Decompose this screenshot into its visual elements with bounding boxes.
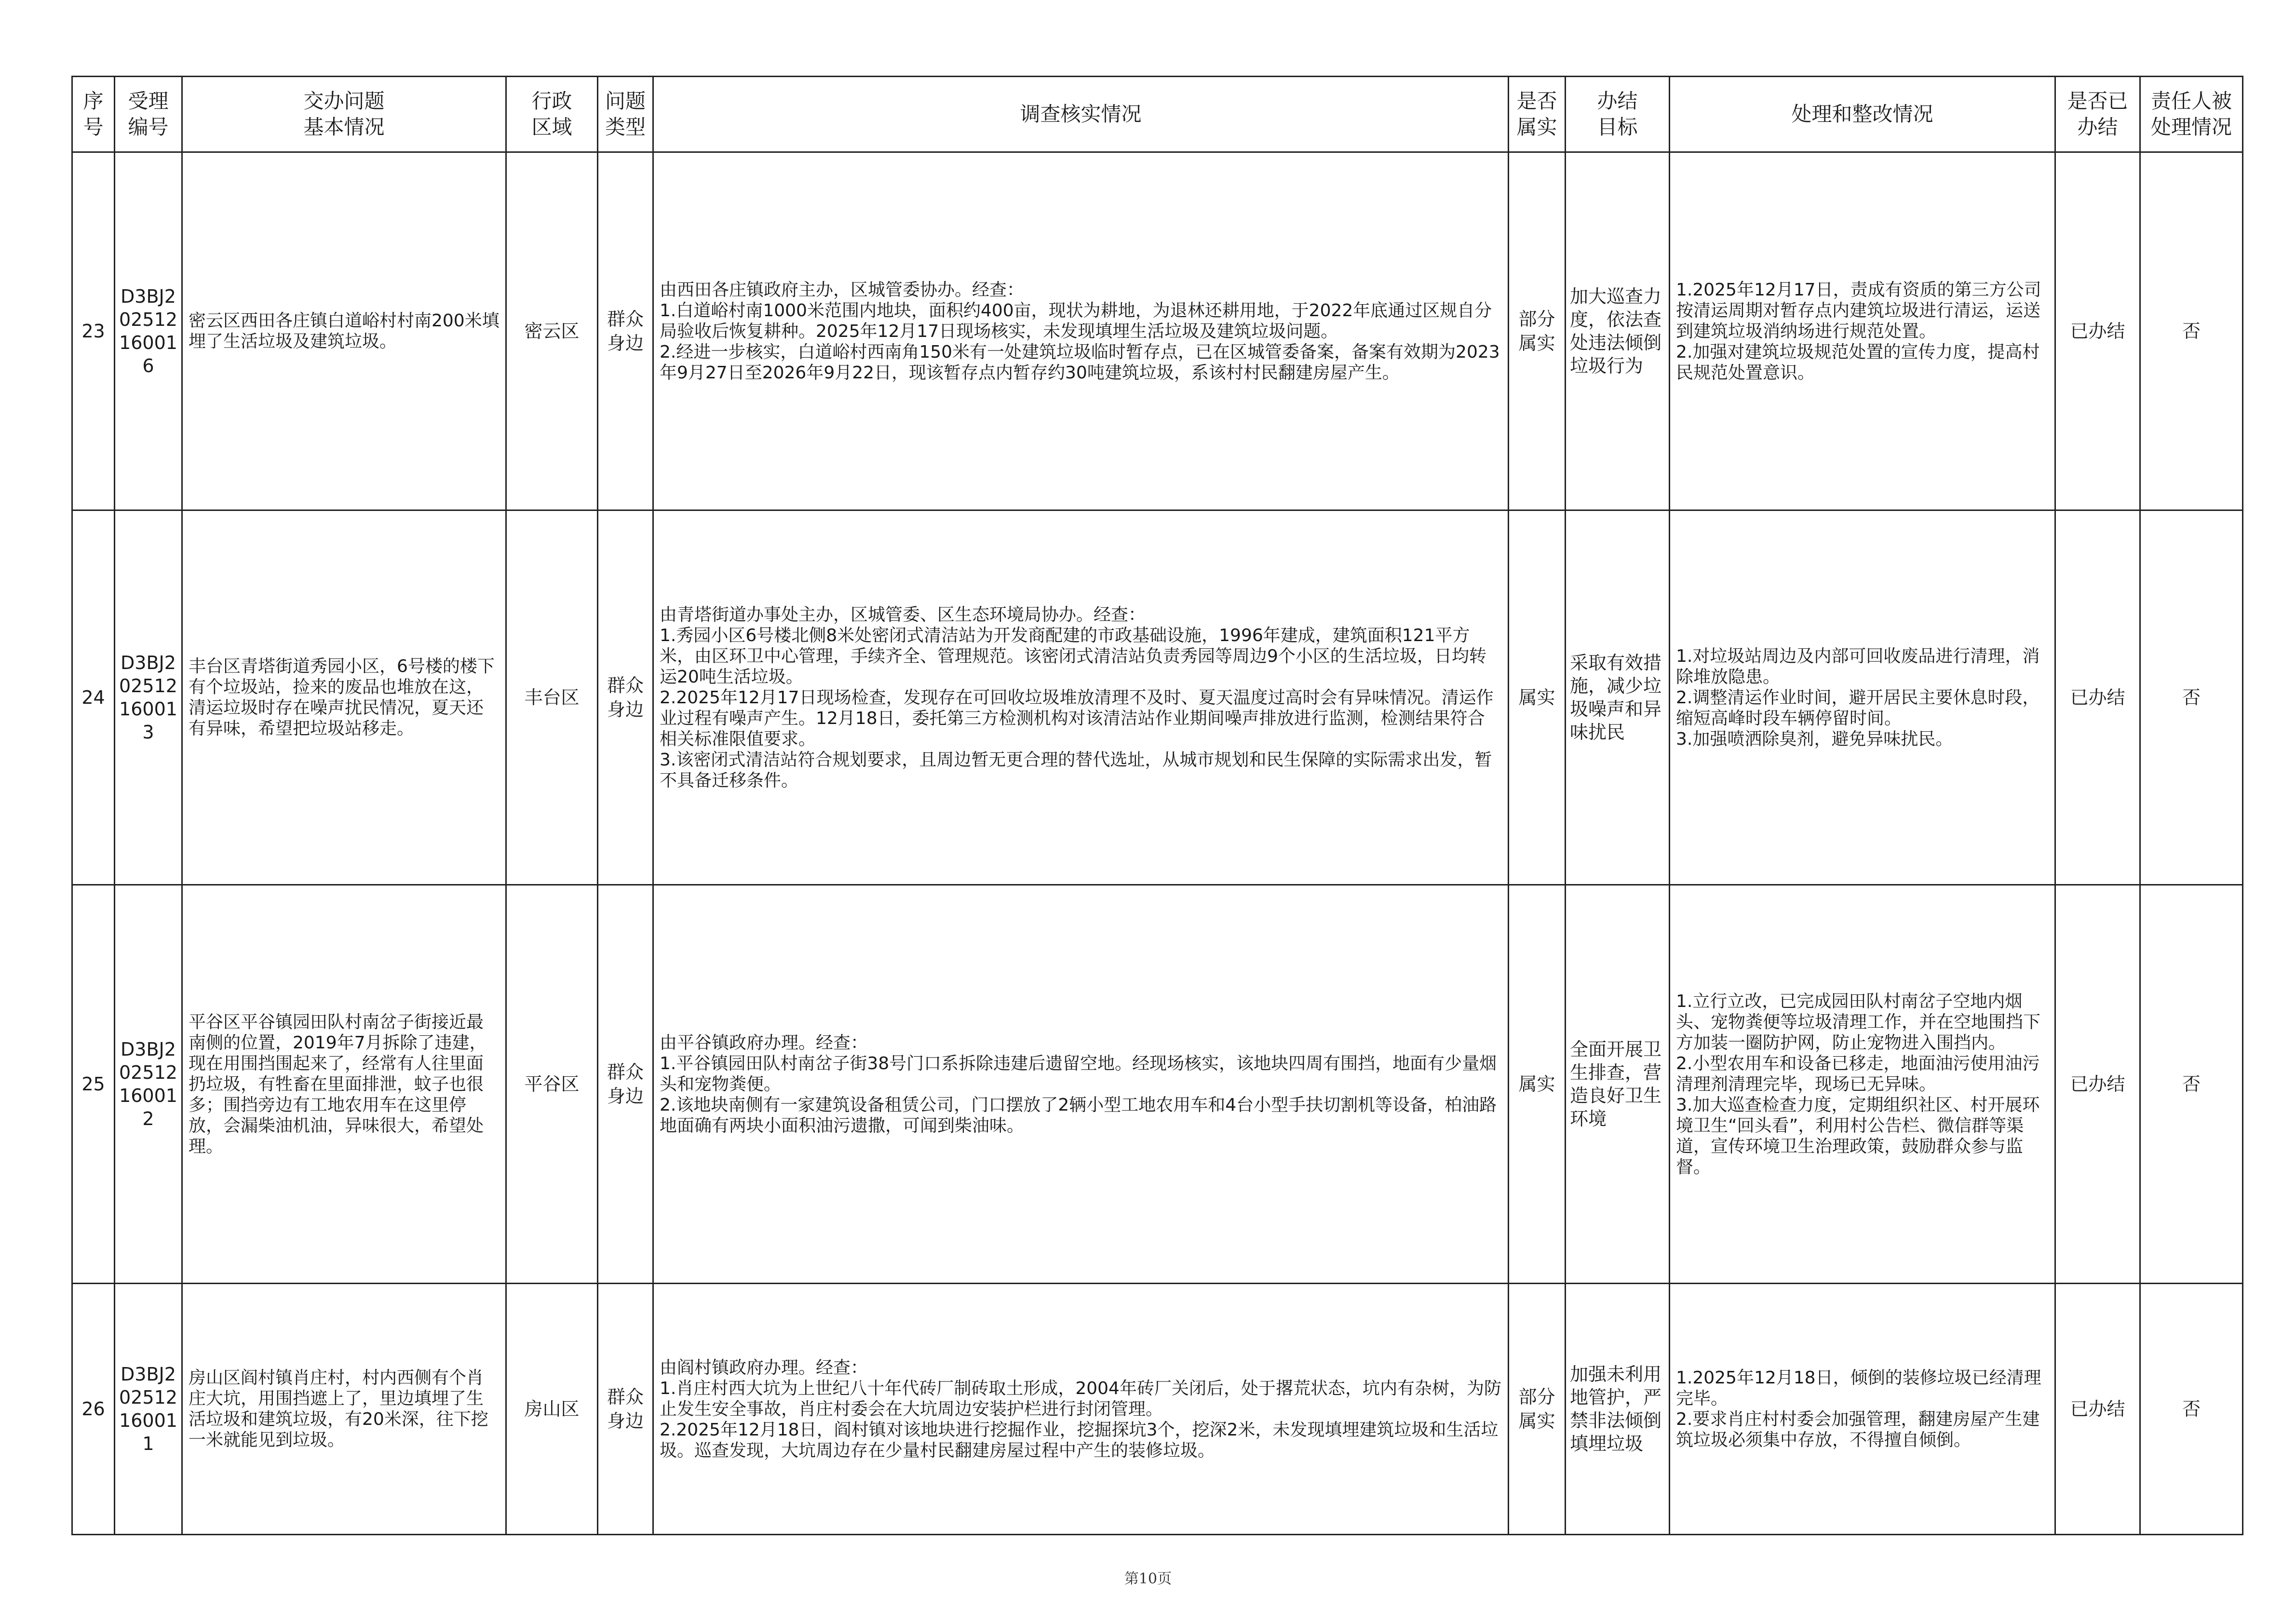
header-responsible: 责任人被 处理情况 xyxy=(2140,77,2243,152)
cell-type: 群众身边 xyxy=(598,152,653,510)
cell-code: D3BJ202512160013 xyxy=(115,510,182,885)
cell-district: 平谷区 xyxy=(506,885,598,1284)
cell-investigation: 由青塔街道办事处主办，区城管委、区生态环境局协办。经查： 1.秀园小区6号楼北侧8米处密闭式清洁站为开发商配建的市政基础设施，1996年建成，建筑面积121平方米，由区环卫中心管理，手续齐全、管理规范。该密闭式清洁站负责秀园等周边9个小区的生活垃圾，日均转运20吨生活垃圾。 2.2025年12月17日现场检查，发现存在可回收垃圾堆放清理不及时、夏天温度过高时会有异味情况。清运作业过程有噪声产生。12月18日，委托第三方检测机构对该清洁站作业期间噪声排放进行监测，检测结果符合相关标准限值要求。 3.该密闭式清洁站符合规划要求，且周边暂无更合理的替代选址，从城市规划和民生保障的实际需求出发，暂不具备迁移条件。 xyxy=(653,510,1509,885)
cell-seq: 23 xyxy=(72,152,115,510)
header-handling: 处理和整改情况 xyxy=(1670,77,2055,152)
cell-investigation: 由阎村镇政府办理。经查： 1.肖庄村西大坑为上世纪八十年代砖厂制砖取土形成，2004年砖厂关闭后，处于撂荒状态，坑内有杂树，为防止发生安全事故，肖庄村委会在大坑周边安装护栏进行封闭管理。 2.2025年12月18日，阎村镇对该地块进行挖掘作业，挖掘探坑3个，挖深2米，未发现填埋建筑垃圾和生活垃圾。巡查发现，大坑周边存在少量村民翻建房屋过程中产生的装修垃圾。 xyxy=(653,1284,1509,1535)
cell-district: 丰台区 xyxy=(506,510,598,885)
cell-code: D3BJ202512160016 xyxy=(115,152,182,510)
header-closed: 是否已 办结 xyxy=(2055,77,2140,152)
table-row xyxy=(72,510,2243,885)
cell-closed: 已办结 xyxy=(2055,1284,2140,1535)
cell-investigation: 由平谷镇政府办理。经查： 1.平谷镇园田队村南岔子街38号门口系拆除违建后遗留空地。经现场核实，该地块四周有围挡，地面有少量烟头和宠物粪便。 2.该地块南侧有一家建筑设备租赁公司，门口摆放了2辆小型工地农用车和4台小型手扶切割机等设备，柏油路地面确有两块小面积油污遗撒，可闻到柴油味。 xyxy=(653,885,1509,1284)
cell-closed: 已办结 xyxy=(2055,885,2140,1284)
cell-handling: 1.2025年12月18日，倾倒的装修垃圾已经清理完毕。 2.要求肖庄村村委会加强管理，翻建房屋产生建筑垃圾必须集中存放，不得擅自倾倒。 xyxy=(1670,1284,2055,1535)
table-row xyxy=(72,152,2243,510)
cell-issue: 平谷区平谷镇园田队村南岔子街接近最南侧的位置，2019年7月拆除了违建，现在用围挡围起来了，经常有人往里面扔垃圾，有牲畜在里面排泄，蚊子也很多；围挡旁边有工地农用车在这里停放，会漏柴油机油，异味很大，希望处理。 xyxy=(182,885,506,1284)
cell-issue: 丰台区青塔街道秀园小区，6号楼的楼下有个垃圾站，捡来的废品也堆放在这，清运垃圾时存在噪声扰民情况，夏天还有异味，希望把垃圾站移走。 xyxy=(182,510,506,885)
cell-verified: 属实 xyxy=(1509,885,1566,1284)
cell-goal: 加大巡查力度，依法查处违法倾倒垃圾行为 xyxy=(1566,152,1670,510)
cell-district: 密云区 xyxy=(506,152,598,510)
cell-goal: 全面开展卫生排查，营造良好卫生环境 xyxy=(1566,885,1670,1284)
cell-verified: 属实 xyxy=(1509,510,1566,885)
header-goal: 办结 目标 xyxy=(1566,77,1670,152)
cell-seq: 25 xyxy=(72,885,115,1284)
header-issue: 交办问题 基本情况 xyxy=(182,77,506,152)
header-code: 受理 编号 xyxy=(115,77,182,152)
cell-goal: 采取有效措施，减少垃圾噪声和异味扰民 xyxy=(1566,510,1670,885)
cell-code: D3BJ202512160011 xyxy=(115,1284,182,1535)
cell-type: 群众身边 xyxy=(598,510,653,885)
header-seq: 序 号 xyxy=(72,77,115,152)
cell-handling: 1.立行立改，已完成园田队村南岔子空地内烟头、宠物粪便等垃圾清理工作，并在空地围挡下方加装一圈防护网，防止宠物进入围挡内。 2.小型农用车和设备已移走，地面油污使用油污清理剂清理完毕，现场已无异味。 3.加大巡查检查力度，定期组织社区、村开展环境卫生“回头看”，利用村公告栏、微信群等渠道，宣传环境卫生治理政策，鼓励群众参与监督。 xyxy=(1670,885,2055,1284)
cell-goal: 加强未利用地管护，严禁非法倾倒填埋垃圾 xyxy=(1566,1284,1670,1535)
cell-issue: 房山区阎村镇肖庄村，村内西侧有个肖庄大坑，用围挡遮上了，里边填埋了生活垃圾和建筑垃圾，有20米深，往下挖一米就能见到垃圾。 xyxy=(182,1284,506,1535)
cell-district: 房山区 xyxy=(506,1284,598,1535)
cell-closed: 已办结 xyxy=(2055,152,2140,510)
cell-responsible: 否 xyxy=(2140,885,2243,1284)
cell-responsible: 否 xyxy=(2140,510,2243,885)
page-number: 第10页 xyxy=(1124,1570,1172,1587)
cell-handling: 1.对垃圾站周边及内部可回收废品进行清理，消除堆放隐患。 2.调整清运作业时间，避开居民主要休息时段，缩短高峰时段车辆停留时间。 3.加强喷洒除臭剂，避免异味扰民。 xyxy=(1670,510,2055,885)
case-table xyxy=(71,76,2243,1535)
header-row xyxy=(72,77,2243,152)
cell-issue: 密云区西田各庄镇白道峪村村南200米填埋了生活垃圾及建筑垃圾。 xyxy=(182,152,506,510)
cell-verified: 部分属实 xyxy=(1509,152,1566,510)
header-verified: 是否 属实 xyxy=(1509,77,1566,152)
cell-closed: 已办结 xyxy=(2055,510,2140,885)
cell-seq: 24 xyxy=(72,510,115,885)
header-district: 行政 区域 xyxy=(506,77,598,152)
cell-type: 群众身边 xyxy=(598,1284,653,1535)
cell-responsible: 否 xyxy=(2140,1284,2243,1535)
table-row xyxy=(72,1284,2243,1535)
cell-verified: 部分属实 xyxy=(1509,1284,1566,1535)
cell-responsible: 否 xyxy=(2140,152,2243,510)
table-row xyxy=(72,885,2243,1284)
cell-type: 群众身边 xyxy=(598,885,653,1284)
header-type: 问题 类型 xyxy=(598,77,653,152)
cell-code: D3BJ202512160012 xyxy=(115,885,182,1284)
cell-handling: 1.2025年12月17日，责成有资质的第三方公司按清运周期对暂存点内建筑垃圾进行清运，运送到建筑垃圾消纳场进行规范处置。 2.加强对建筑垃圾规范处置的宣传力度，提高村民规范处置意识。 xyxy=(1670,152,2055,510)
cell-seq: 26 xyxy=(72,1284,115,1535)
cell-investigation: 由西田各庄镇政府主办，区城管委协办。经查： 1.白道峪村南1000米范围内地块，面积约400亩，现状为耕地，为退林还耕用地，于2022年底通过区规自分局验收后恢复耕种。2025年12月17日现场核实，未发现填埋生活垃圾及建筑垃圾问题。 2.经进一步核实，白道峪村西南角150米有一处建筑垃圾临时暂存点，已在区城管委备案，备案有效期为2023年9月27日至2026年9月22日，现该暂存点内暂存约30吨建筑垃圾，系该村村民翻建房屋产生。 xyxy=(653,152,1509,510)
header-investigation: 调查核实情况 xyxy=(653,77,1509,152)
